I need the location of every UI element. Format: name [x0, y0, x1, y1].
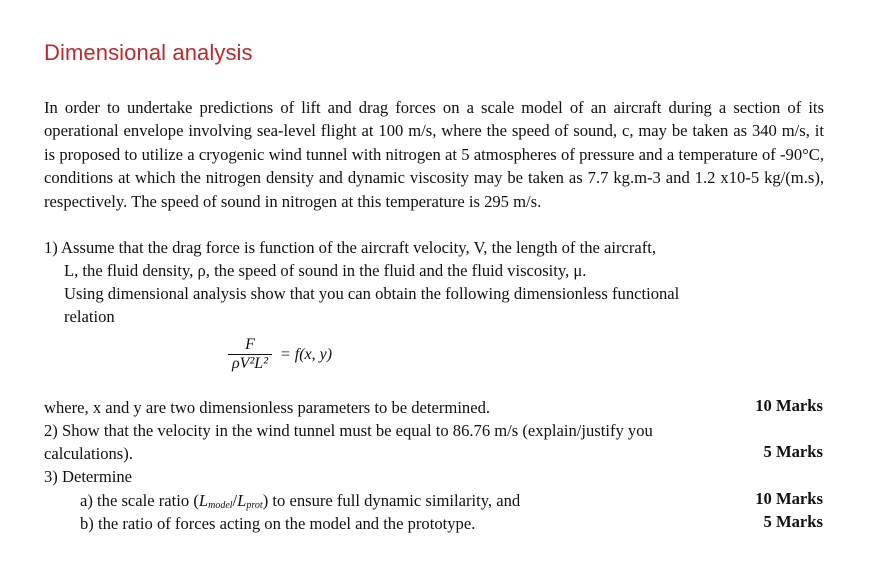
question-3b-marks: 5 Marks: [763, 512, 823, 531]
question-3a-text-post: ) to ensure full dynamic similarity, and: [262, 491, 521, 510]
question-1-line-3: Using dimensional analysis show that you can obtain the following dimensionless functional: [64, 284, 680, 303]
page-title: Dimensional analysis: [44, 40, 253, 65]
ratio-l-prot: L: [237, 491, 247, 510]
question-3a-marks: 10 Marks: [755, 489, 823, 508]
equation-denominator: ρV²L²: [228, 354, 272, 373]
intro-paragraph: In order to undertake predictions of lift and drag forces on a scale model of an aircraft during a section of its operational envelope involving sea-level flight at 100 m/s, where the speed of sound, c, may be taken as 340 m/s, it is proposed to utilize a cryogenic wind tunnel with nitrogen at 5 atmospheres of pressure and a temperature of -90°C, conditions at which the nitrogen density and dynamic viscosity may be taken as 7.7 kg.m-3 and 1.2 x10-5 kg/(m.s), respectively. The speed of sound in nitrogen at this temperature is 295 m/s.: [44, 98, 824, 211]
question-2-line-1: 2) Show that the velocity in the wind tunnel must be equal to 86.76 m/s (explain/justify you: [44, 421, 653, 440]
question-2-line-2: calculations).: [44, 444, 133, 463]
dimensionless-equation: [228, 336, 332, 373]
question-1-line-4: relation: [64, 307, 115, 326]
ratio-sub-prot: prot: [246, 500, 263, 511]
question-3-line-1: 3) Determine: [44, 467, 133, 486]
question-1-where: where, x and y are two dimensionless parameters to be determined.: [44, 398, 491, 417]
question-3b: b) the ratio of forces acting on the model and the prototype.: [80, 514, 476, 533]
equation-rhs: = f(x, y): [279, 345, 333, 363]
question-3a-text-pre: a) the scale ratio (: [80, 491, 199, 510]
question-1-line-1: 1) Assume that the drag force is function of the aircraft velocity, V, the length of the aircraft,: [44, 238, 657, 257]
question-1-line-2: L, the fluid density, ρ, the speed of sound in the fluid and the fluid viscosity, μ.: [64, 261, 587, 280]
ratio-l-model: L: [198, 491, 209, 510]
equation-numerator: F: [245, 336, 255, 353]
question-2-marks: 5 Marks: [763, 442, 823, 461]
ratio-sub-model: model: [208, 500, 233, 511]
question-1-marks: 10 Marks: [755, 396, 823, 415]
ratio-slash: /: [232, 491, 238, 510]
equation-fraction: [228, 336, 272, 373]
